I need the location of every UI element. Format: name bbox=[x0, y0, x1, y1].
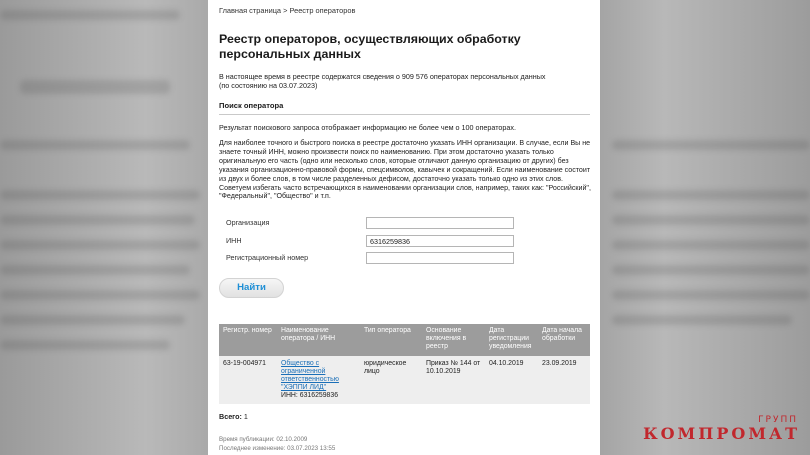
cell-operator bbox=[277, 356, 360, 404]
col-notice-date: Дата регистрации уведомления bbox=[485, 324, 538, 356]
watermark-group-text: ГРУПП bbox=[758, 415, 798, 425]
modified-time: Последнее изменение: 03.07.2023 13:55 bbox=[219, 445, 336, 452]
breadcrumb-current: Реестр операторов bbox=[289, 6, 356, 15]
organization-label: Организация bbox=[226, 218, 270, 228]
result-limit-note: Результат поискового запроса отображает информацию не более чем о 100 операторах. bbox=[219, 123, 517, 132]
published-time: Время публикации: 02.10.2009 bbox=[219, 436, 308, 443]
inn-label: ИНН bbox=[226, 236, 242, 246]
organization-row bbox=[226, 217, 526, 230]
total-value: 1 bbox=[241, 412, 248, 421]
col-start-date: Дата начала обработки bbox=[538, 324, 590, 356]
organization-input[interactable] bbox=[366, 217, 514, 229]
cell-notice-date: 04.10.2019 bbox=[485, 356, 538, 404]
inn-row bbox=[226, 235, 526, 248]
search-form bbox=[219, 213, 590, 279]
search-section-title: Поиск оператора bbox=[219, 101, 590, 115]
registry-summary bbox=[219, 72, 590, 90]
operator-link[interactable]: Общество с ограниченной ответственностью "ХЭППИ ЛИД" bbox=[281, 360, 339, 391]
breadcrumb-separator: > bbox=[281, 6, 290, 15]
col-operator-name: Наименование оператора / ИНН bbox=[277, 324, 360, 356]
search-help-text: Для наиболее точного и быстрого поиска в реестре достаточно указать ИНН организации. В случае, если Вы не знаете точный ИНН, можно произвести поиск по наименованию. При этом достаточно указать только оригинальную его часть (одно или несколько слов, которые отличают данную организацию от других) без указания организационно-правовой формы, спецсимволов, кавычек и сокращений. Если наименование состоит из двух и более слов, в том числе разделенных дефисом, достаточно указать только одно из этих слов. Советуем избегать часто встречающихся в наименовании организации слов, например, таких как: "Российский", "Федеральный", "Общество" и т.п. bbox=[219, 139, 591, 201]
registry-page bbox=[208, 0, 600, 455]
search-button[interactable]: Найти bbox=[219, 278, 284, 298]
cell-operator-type: юридическое лицо bbox=[360, 356, 422, 404]
page-meta bbox=[219, 435, 335, 453]
kompromat-watermark-logo bbox=[640, 415, 800, 445]
table-header-row bbox=[219, 324, 590, 356]
watermark-main-text: КОМПРОМАТ bbox=[643, 424, 800, 443]
reg-number-row bbox=[226, 252, 526, 265]
col-operator-type: Тип оператора bbox=[360, 324, 422, 356]
reg-number-input[interactable] bbox=[366, 252, 514, 264]
results-table bbox=[219, 324, 590, 404]
reg-number-label: Регистрационный номер bbox=[226, 253, 309, 263]
table-row bbox=[219, 356, 590, 404]
operator-inn: ИНН: 6316259836 bbox=[281, 392, 339, 399]
col-basis: Основание включения в реестр bbox=[422, 324, 485, 356]
breadcrumb bbox=[219, 6, 590, 15]
cell-basis: Приказ № 144 от 10.10.2019 bbox=[422, 356, 485, 404]
total-label: Всего: bbox=[219, 412, 242, 421]
results-total bbox=[219, 412, 248, 421]
summary-count: В настоящее время в реестре содержатся сведения о 909 576 операторах персональных данных bbox=[219, 72, 546, 81]
inn-input[interactable] bbox=[366, 235, 514, 247]
page-title: Реестр операторов, осуществляющих обработку персональных данных bbox=[219, 32, 521, 61]
summary-date: (по состоянию на 03.07.2023) bbox=[219, 81, 318, 90]
col-reg-number: Регистр. номер bbox=[219, 324, 277, 356]
cell-start-date: 23.09.2019 bbox=[538, 356, 590, 404]
breadcrumb-home-link[interactable]: Главная страница bbox=[219, 6, 282, 15]
cell-reg-number: 63-19-004971 bbox=[219, 356, 277, 404]
